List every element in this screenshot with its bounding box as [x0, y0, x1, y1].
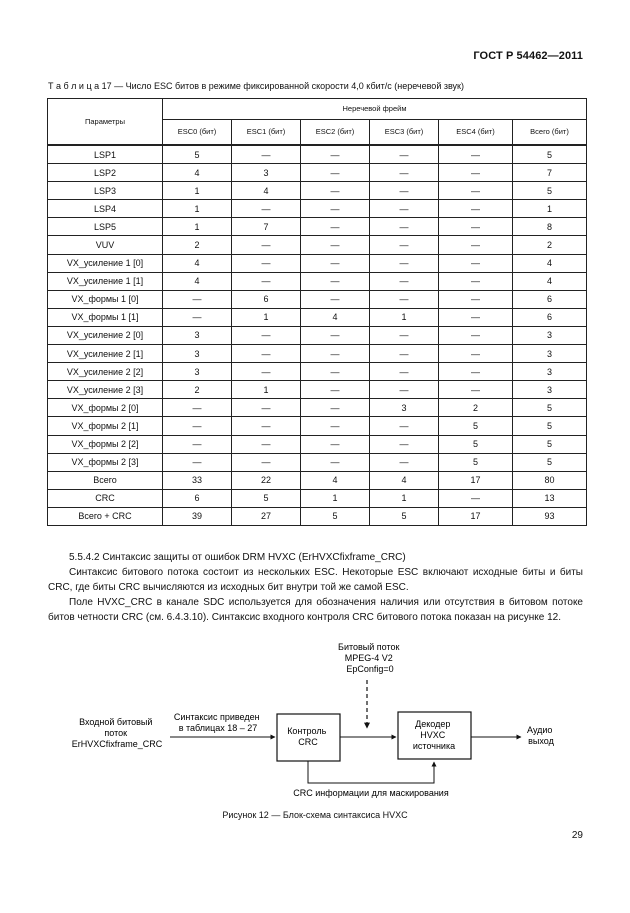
table-cell: 5: [513, 182, 587, 200]
page-number: 29: [571, 830, 583, 841]
table-cell: 4: [301, 308, 370, 326]
syntax-label-line: Синтаксис приведен: [173, 712, 260, 722]
table-cell: —: [370, 345, 439, 363]
table-cell: 3: [513, 381, 587, 399]
table-cell: —: [163, 435, 232, 453]
input-label-line: поток: [104, 728, 128, 738]
table-cell: 33: [163, 471, 232, 489]
syntax-label: [174, 712, 262, 733]
row-label: VX_усиление 2 [1]: [48, 345, 163, 363]
table-cell: 5: [513, 435, 587, 453]
table-cell: 2: [513, 236, 587, 254]
figure-caption: Рисунок 12 — Блок-схема синтаксиса HVXC: [222, 810, 408, 820]
table-cell: 5: [513, 453, 587, 471]
row-label: LSP4: [48, 200, 163, 218]
table-cell: —: [232, 399, 301, 417]
crc-box-line: CRC: [298, 737, 318, 747]
table-cell: —: [301, 290, 370, 308]
table-cell: 17: [439, 507, 513, 525]
table-cell: —: [301, 145, 370, 164]
table-cell: —: [301, 272, 370, 290]
table-cell: 1: [163, 218, 232, 236]
table-cell: —: [232, 345, 301, 363]
table-cell: —: [439, 489, 513, 507]
table-cell: —: [439, 164, 513, 182]
table-cell: 93: [513, 507, 587, 525]
table-cell: 13: [513, 489, 587, 507]
table-cell: 5: [513, 417, 587, 435]
table-cell: —: [439, 145, 513, 164]
standard-header: ГОСТ Р 54462—2011: [473, 50, 583, 62]
input-label-line: Входной битовый: [79, 717, 153, 727]
row-label: LSP3: [48, 182, 163, 200]
table-cell: —: [439, 290, 513, 308]
table-cell: 5: [232, 489, 301, 507]
feedback-label: CRC информации для маскирования: [293, 788, 449, 798]
table-cell: 4: [163, 272, 232, 290]
table-cell: 3: [513, 363, 587, 381]
table-cell: —: [439, 381, 513, 399]
table-cell: —: [232, 417, 301, 435]
column-header: ESC4 (бит): [439, 120, 513, 146]
column-header: Всего (бит): [513, 120, 587, 146]
table-cell: —: [232, 363, 301, 381]
table-cell: —: [370, 453, 439, 471]
table-cell: 1: [370, 489, 439, 507]
table-cell: 6: [232, 290, 301, 308]
table-cell: —: [370, 435, 439, 453]
row-label: VX_усиление 1 [1]: [48, 272, 163, 290]
row-label: CRC: [48, 489, 163, 507]
table-cell: —: [301, 435, 370, 453]
table-cell: —: [370, 182, 439, 200]
table-cell: 5: [439, 435, 513, 453]
column-header: ESC1 (бит): [232, 120, 301, 146]
table-cell: 4: [163, 254, 232, 272]
row-label: LSP5: [48, 218, 163, 236]
table-cell: —: [232, 435, 301, 453]
table-cell: 4: [513, 254, 587, 272]
table-cell: —: [370, 381, 439, 399]
table-cell: —: [439, 308, 513, 326]
table-cell: —: [370, 326, 439, 344]
table-cell: 5: [163, 145, 232, 164]
table-cell: 5: [439, 453, 513, 471]
crc-box-label: [287, 726, 329, 747]
table-cell: 3: [163, 363, 232, 381]
table-cell: —: [439, 345, 513, 363]
table-cell: —: [163, 308, 232, 326]
table-cell: —: [163, 453, 232, 471]
top-label: [338, 642, 402, 674]
table-cell: 6: [513, 308, 587, 326]
section-heading: 5.5.4.2 Синтаксис защиты от ошибок DRM HVXC (ErHVXCfixframe_CRC): [69, 552, 406, 563]
table-cell: 2: [439, 399, 513, 417]
table-cell: —: [301, 363, 370, 381]
table-cell: —: [232, 272, 301, 290]
table-cell: 3: [163, 326, 232, 344]
table-cell: —: [439, 236, 513, 254]
column-header: ESC3 (бит): [370, 120, 439, 146]
table-cell: —: [232, 236, 301, 254]
table-cell: —: [232, 453, 301, 471]
table-cell: —: [439, 272, 513, 290]
table-cell: 3: [513, 326, 587, 344]
table-cell: —: [439, 363, 513, 381]
table-cell: —: [370, 290, 439, 308]
table-cell: 1: [301, 489, 370, 507]
table-cell: 22: [232, 471, 301, 489]
row-label: Всего: [48, 471, 163, 489]
table-cell: —: [301, 381, 370, 399]
paragraph: Поле HVXC_CRC в канале SDC используется для обозначения наличия или отсутствия в битовом потоке битов четности CRC (см. 6.4.3.10). Синтаксис входного контроля CRC битового потока показан на рисунке 12.: [48, 597, 583, 623]
table-cell: —: [301, 218, 370, 236]
table-cell: —: [301, 399, 370, 417]
table-cell: 3: [513, 345, 587, 363]
table-cell: —: [370, 236, 439, 254]
table-cell: —: [301, 182, 370, 200]
table-cell: —: [439, 326, 513, 344]
table-cell: 4: [163, 164, 232, 182]
row-label: LSP2: [48, 164, 163, 182]
table-cell: 80: [513, 471, 587, 489]
table-cell: —: [232, 145, 301, 164]
table-cell: —: [370, 363, 439, 381]
row-label: VX_усиление 1 [0]: [48, 254, 163, 272]
row-label: VUV: [48, 236, 163, 254]
decoder-box-line: Декодер: [415, 719, 451, 729]
table-cell: 6: [163, 489, 232, 507]
feedback-arrow: [308, 761, 434, 783]
table-cell: 8: [513, 218, 587, 236]
table-cell: 1: [232, 308, 301, 326]
table-cell: 5: [513, 145, 587, 164]
table-cell: 3: [232, 164, 301, 182]
table-cell: 17: [439, 471, 513, 489]
table-cell: —: [370, 254, 439, 272]
table-cell: 5: [513, 399, 587, 417]
paragraph: Синтаксис битового потока состоит из нескольких ESC. Некоторые ESC включают исходные биты и биты CRC, где биты CRC вычисляются из исходных бит внутри той же самой ESC.: [48, 567, 583, 593]
output-label-line: выход: [528, 736, 554, 746]
row-label: Всего + CRC: [48, 507, 163, 525]
input-label: [72, 717, 163, 749]
decoder-box-line: HVXC: [420, 730, 446, 740]
row-label: VX_усиление 2 [3]: [48, 381, 163, 399]
table-cell: —: [370, 218, 439, 236]
table-cell: 1: [370, 308, 439, 326]
table-cell: —: [370, 200, 439, 218]
syntax-label-line: в таблицах 18 – 27: [178, 723, 258, 733]
table-cell: 4: [301, 471, 370, 489]
table-cell: 5: [370, 507, 439, 525]
table-cell: —: [301, 236, 370, 254]
table-caption: Т а б л и ц а 17 — Число ESC битов в режиме фиксированной скорости 4,0 кбит/с (неречевой звук): [48, 81, 464, 91]
table-cell: 2: [163, 381, 232, 399]
row-label: VX_формы 2 [3]: [48, 453, 163, 471]
table-cell: 27: [232, 507, 301, 525]
table-cell: —: [301, 326, 370, 344]
table-cell: —: [232, 254, 301, 272]
table-cell: 4: [232, 182, 301, 200]
table-cell: —: [439, 182, 513, 200]
table-cell: 5: [439, 417, 513, 435]
table-cell: 2: [163, 236, 232, 254]
table-cell: —: [163, 417, 232, 435]
decoder-box-label: [413, 719, 455, 751]
output-label: [527, 725, 555, 746]
column-header: ESC0 (бит): [163, 120, 232, 146]
table-cell: 3: [370, 399, 439, 417]
crc-box-line: Контроль: [287, 726, 327, 736]
column-header: ESC2 (бит): [301, 120, 370, 146]
table-cell: 7: [232, 218, 301, 236]
table-cell: 1: [232, 381, 301, 399]
table-cell: —: [232, 200, 301, 218]
table-cell: —: [370, 417, 439, 435]
table-cell: 1: [513, 200, 587, 218]
table-cell: 7: [513, 164, 587, 182]
output-label-line: Аудио: [527, 725, 553, 735]
decoder-box-line: источника: [412, 741, 456, 751]
table-cell: —: [301, 417, 370, 435]
row-label: VX_формы 2 [1]: [48, 417, 163, 435]
table-cell: 1: [163, 200, 232, 218]
table-cell: —: [439, 254, 513, 272]
input-label-line: ErHVXCfixframe_CRC: [71, 739, 163, 749]
row-label: VX_усиление 2 [2]: [48, 363, 163, 381]
table-cell: —: [439, 200, 513, 218]
table-cell: —: [301, 200, 370, 218]
table-cell: 3: [163, 345, 232, 363]
row-label: VX_формы 2 [0]: [48, 399, 163, 417]
table-cell: —: [301, 345, 370, 363]
table-cell: —: [370, 272, 439, 290]
top-label-line: Битовый поток: [338, 642, 400, 652]
row-label: VX_усиление 2 [0]: [48, 326, 163, 344]
table-cell: 39: [163, 507, 232, 525]
row-label: VX_формы 1 [0]: [48, 290, 163, 308]
table-cell: —: [163, 399, 232, 417]
table-cell: 4: [370, 471, 439, 489]
table-cell: 6: [513, 290, 587, 308]
table-cell: —: [439, 218, 513, 236]
top-label-line: EpConfig=0: [346, 664, 394, 674]
table-cell: —: [301, 254, 370, 272]
row-label: VX_формы 2 [2]: [48, 435, 163, 453]
group-header: Неречевой фрейм: [163, 99, 587, 120]
row-label: LSP1: [48, 145, 163, 164]
table-cell: —: [301, 453, 370, 471]
table-cell: —: [232, 326, 301, 344]
table-cell: —: [301, 164, 370, 182]
table-cell: 4: [513, 272, 587, 290]
table-cell: 5: [301, 507, 370, 525]
row-label: VX_формы 1 [1]: [48, 308, 163, 326]
table-cell: 1: [163, 182, 232, 200]
table-cell: —: [163, 290, 232, 308]
table-cell: —: [370, 164, 439, 182]
table-cell: —: [370, 145, 439, 164]
top-label-line: MPEG-4 V2: [344, 653, 393, 663]
param-header: Параметры: [48, 99, 163, 146]
